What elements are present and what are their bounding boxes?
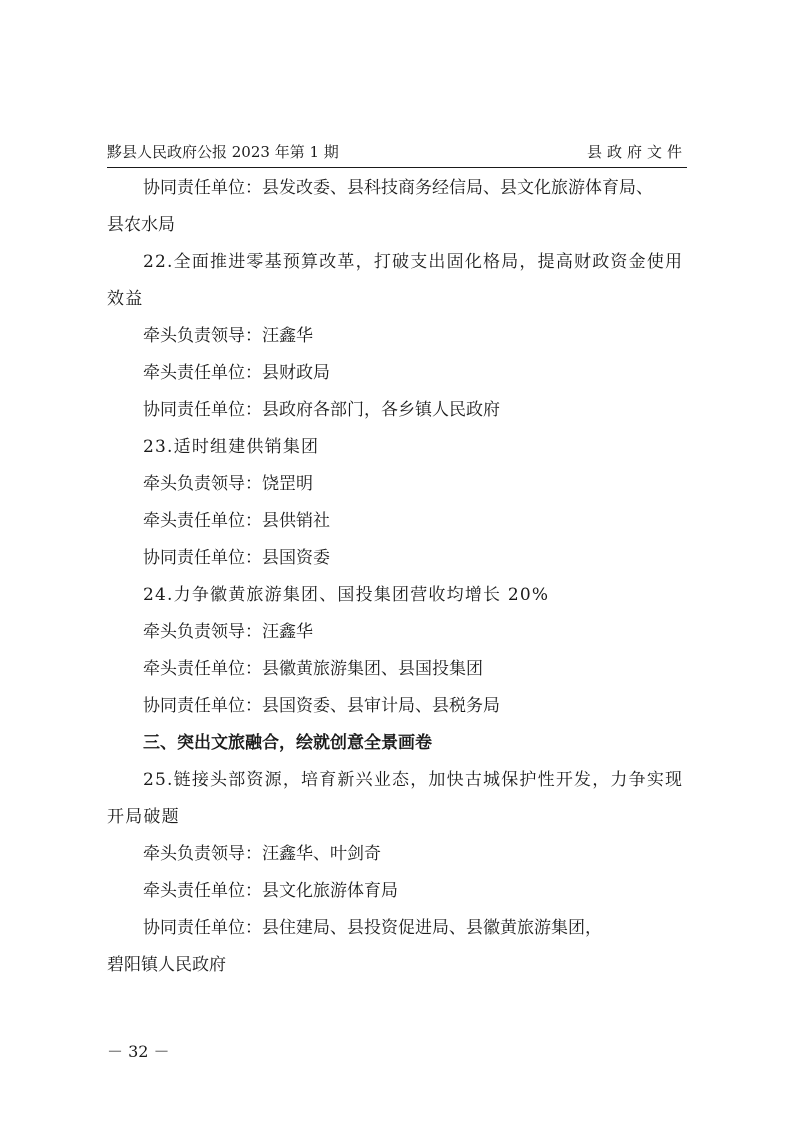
bulletin-title: 黟县人民政府公报 2023 年第 1 期 xyxy=(107,143,339,161)
item-heading: 22.全面推进零基预算改革，打破支出固化格局，提高财政资金使用 xyxy=(143,252,684,272)
text-line: 牵头负责领导：汪鑫华、叶剑奇 xyxy=(143,844,381,864)
item-heading: 效益 xyxy=(107,289,144,309)
text-line: 牵头负责领导：汪鑫华 xyxy=(143,622,313,642)
text-line: 牵头责任单位：县徽黄旅游集团、县国投集团 xyxy=(143,659,483,679)
document-body xyxy=(107,170,687,984)
page-number: － 32 － xyxy=(107,1042,170,1061)
text-line: 协同责任单位：县国资委 xyxy=(143,548,330,568)
text-line: 协同责任单位：县政府各部门，各乡镇人民政府 xyxy=(143,400,500,420)
page-header xyxy=(107,141,687,163)
text-line: 协同责任单位：县国资委、县审计局、县税务局 xyxy=(143,696,500,716)
section-heading: 三、突出文旅融合，绘就创意全景画卷 xyxy=(143,733,432,753)
text-line: 牵头责任单位：县财政局 xyxy=(143,363,330,383)
text-line: 协同责任单位：县发改委、县科技商务经信局、县文化旅游体育局、 xyxy=(143,178,653,198)
text-line: 碧阳镇人民政府 xyxy=(107,955,226,975)
item-heading: 24.力争徽黄旅游集团、国投集团营收均增长 20% xyxy=(143,585,550,605)
text-line: 牵头责任单位：县供销社 xyxy=(143,511,330,531)
text-line: 牵头负责领导：饶罡明 xyxy=(143,474,313,494)
text-line: 县农水局 xyxy=(107,215,175,235)
section-title: 县政府文件 xyxy=(586,143,687,161)
item-heading: 23.适时组建供销集团 xyxy=(143,437,320,457)
text-line: 牵头责任单位：县文化旅游体育局 xyxy=(143,881,398,901)
header-divider xyxy=(107,167,687,168)
item-heading: 25.链接头部资源，培育新兴业态，加快古城保护性开发，力争实现 xyxy=(143,770,684,790)
text-line: 牵头负责领导：汪鑫华 xyxy=(143,326,313,346)
item-heading: 开局破题 xyxy=(107,807,180,827)
text-line: 协同责任单位：县住建局、县投资促进局、县徽黄旅游集团， xyxy=(143,918,602,938)
